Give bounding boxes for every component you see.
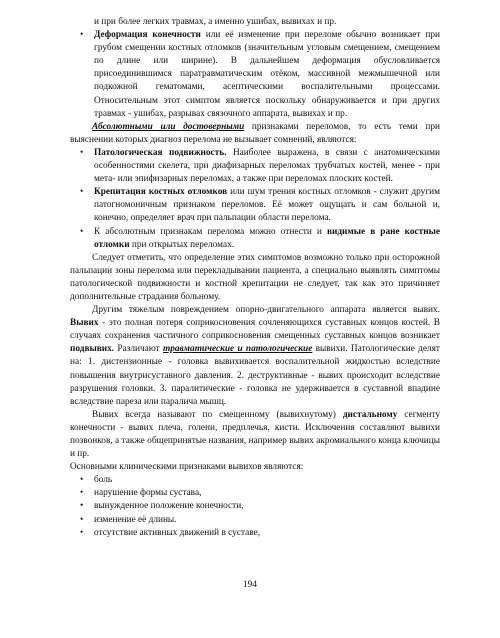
continuation-line: и при более легких травмах, а именно ушибах, вывихах и пр. — [94, 17, 337, 27]
list-item: • вынужденное положение конечности, — [94, 500, 440, 513]
relative-signs-list — [70, 29, 440, 121]
crepitation-text: или шум трения костных отломков - служит другим патогномоничным признаком переломов. Её может ощущать и сам больной и, конечно, определяет врач при пальпации области перелома. — [94, 187, 440, 224]
page-number: 194 — [243, 580, 257, 590]
list-item: • нарушение формы сустава, — [94, 487, 440, 500]
term-deformation: Деформация конечности — [94, 30, 201, 41]
list-item-pathological-mobility — [94, 147, 440, 186]
dislocation-text-4: вывихи. Патологические делят на: 1. дистензионные - головка вывихивается воспалительной жидкостью вследствие повышения внутрисуставного давления. 2. деструктивные - вывих происходит вследствие разрушения головки. 3. паралитические - головка не удерживается в суставной впадине вследствие пареза или паралича мышц. — [70, 344, 440, 407]
list-item: • изменение её длины. — [94, 514, 440, 527]
list-item: • боль — [94, 474, 440, 487]
naming-text-2: сегменту конечности - вывих плеча, голени, предплечья, кисти. Исключения составляют вывихи позвонков, а также общепринятые названия, например вывих акромиального конца ключицы и пр. — [70, 409, 440, 460]
paragraph-main-signs: Основными клиническими признаками вывихов являются: — [70, 462, 304, 473]
paragraph-note: Следует отметить, что определение этих симптомов возможно только при осторожной пальпации зоны перелома или перекладывании пациента, а специально выявлять симптомы патологической подвижности и костной крепитации не следует, так как это причиняет дополнительные страдания больному. — [70, 252, 440, 302]
term-subluxation: подвывих. — [70, 344, 115, 355]
list-item-visible-fragments — [94, 226, 440, 252]
dislocation-signs-list — [70, 474, 440, 539]
term-distal: дистальному — [342, 409, 398, 420]
paragraph-absolute-signs — [70, 121, 440, 147]
absolute-text: признаками переломов, то есть теми при выяснении которых диагноз перелома не вызывает сомнений, являются: — [70, 121, 441, 145]
visible-fragments-post: при открытых переломах. — [129, 239, 235, 250]
term-absolute: Абсолютными или достоверными — [92, 121, 245, 132]
list-item: • отсутствие активных движений в суставе, — [94, 527, 440, 540]
list-item-crepitation — [94, 186, 440, 225]
absolute-signs-list — [70, 147, 440, 252]
term-traumatic-pathological: травматические и патологические — [163, 344, 313, 355]
paragraph-naming — [70, 409, 440, 461]
pathological-mobility-text: Наиболее выражена, в связи с анатомическими особенностями скелета, при диафизарных переломах трубчатых костей, менее - при мета- или эпифизарных переломах, а также при переломах плоских костей. — [94, 147, 440, 185]
naming-text-1: Вывих всегда называют по смещенному (вывихнутому) — [92, 409, 343, 420]
list-item-deformation — [94, 29, 440, 121]
dislocation-text-3: Различают — [114, 344, 163, 355]
term-visible-fragments: видимые в ране костные отломки — [94, 226, 440, 250]
term-crepitation: Крепитация костных отломков — [94, 187, 228, 198]
dislocation-text-2: - это полная потеря соприкосновения сочленяющихся суставных концов костей. В случаях сохранения частичного соприкосновения смещенных суставных концов возникает — [70, 318, 440, 342]
visible-fragments-pre: К абсолютным признакам перелома можно отнести и — [94, 226, 327, 237]
dislocation-text-1: Другим тяжелым повреждением опорно-двигательного аппарата является вывих. — [92, 305, 440, 316]
deformation-text: или её изменение при переломе обычно возникает при грубом смещении костных отломков (значительным угловым смещением, смещением по длине или ширине). В дальнейшем деформация обусловливается присоединившимся паратравматическим отёком, массивной межмышечной или подкожной гематомами, асептическими воспалительными процессами. Относительным этот симптом является поскольку обнаруживается и при других травмах - ушибах, разрывах связочного аппарата, вывихах и пр. — [94, 30, 440, 119]
term-dislocation: Вывих — [70, 318, 99, 329]
term-pathological-mobility: Патологическая подвижность. — [94, 147, 227, 158]
paragraph-dislocation — [70, 304, 440, 409]
